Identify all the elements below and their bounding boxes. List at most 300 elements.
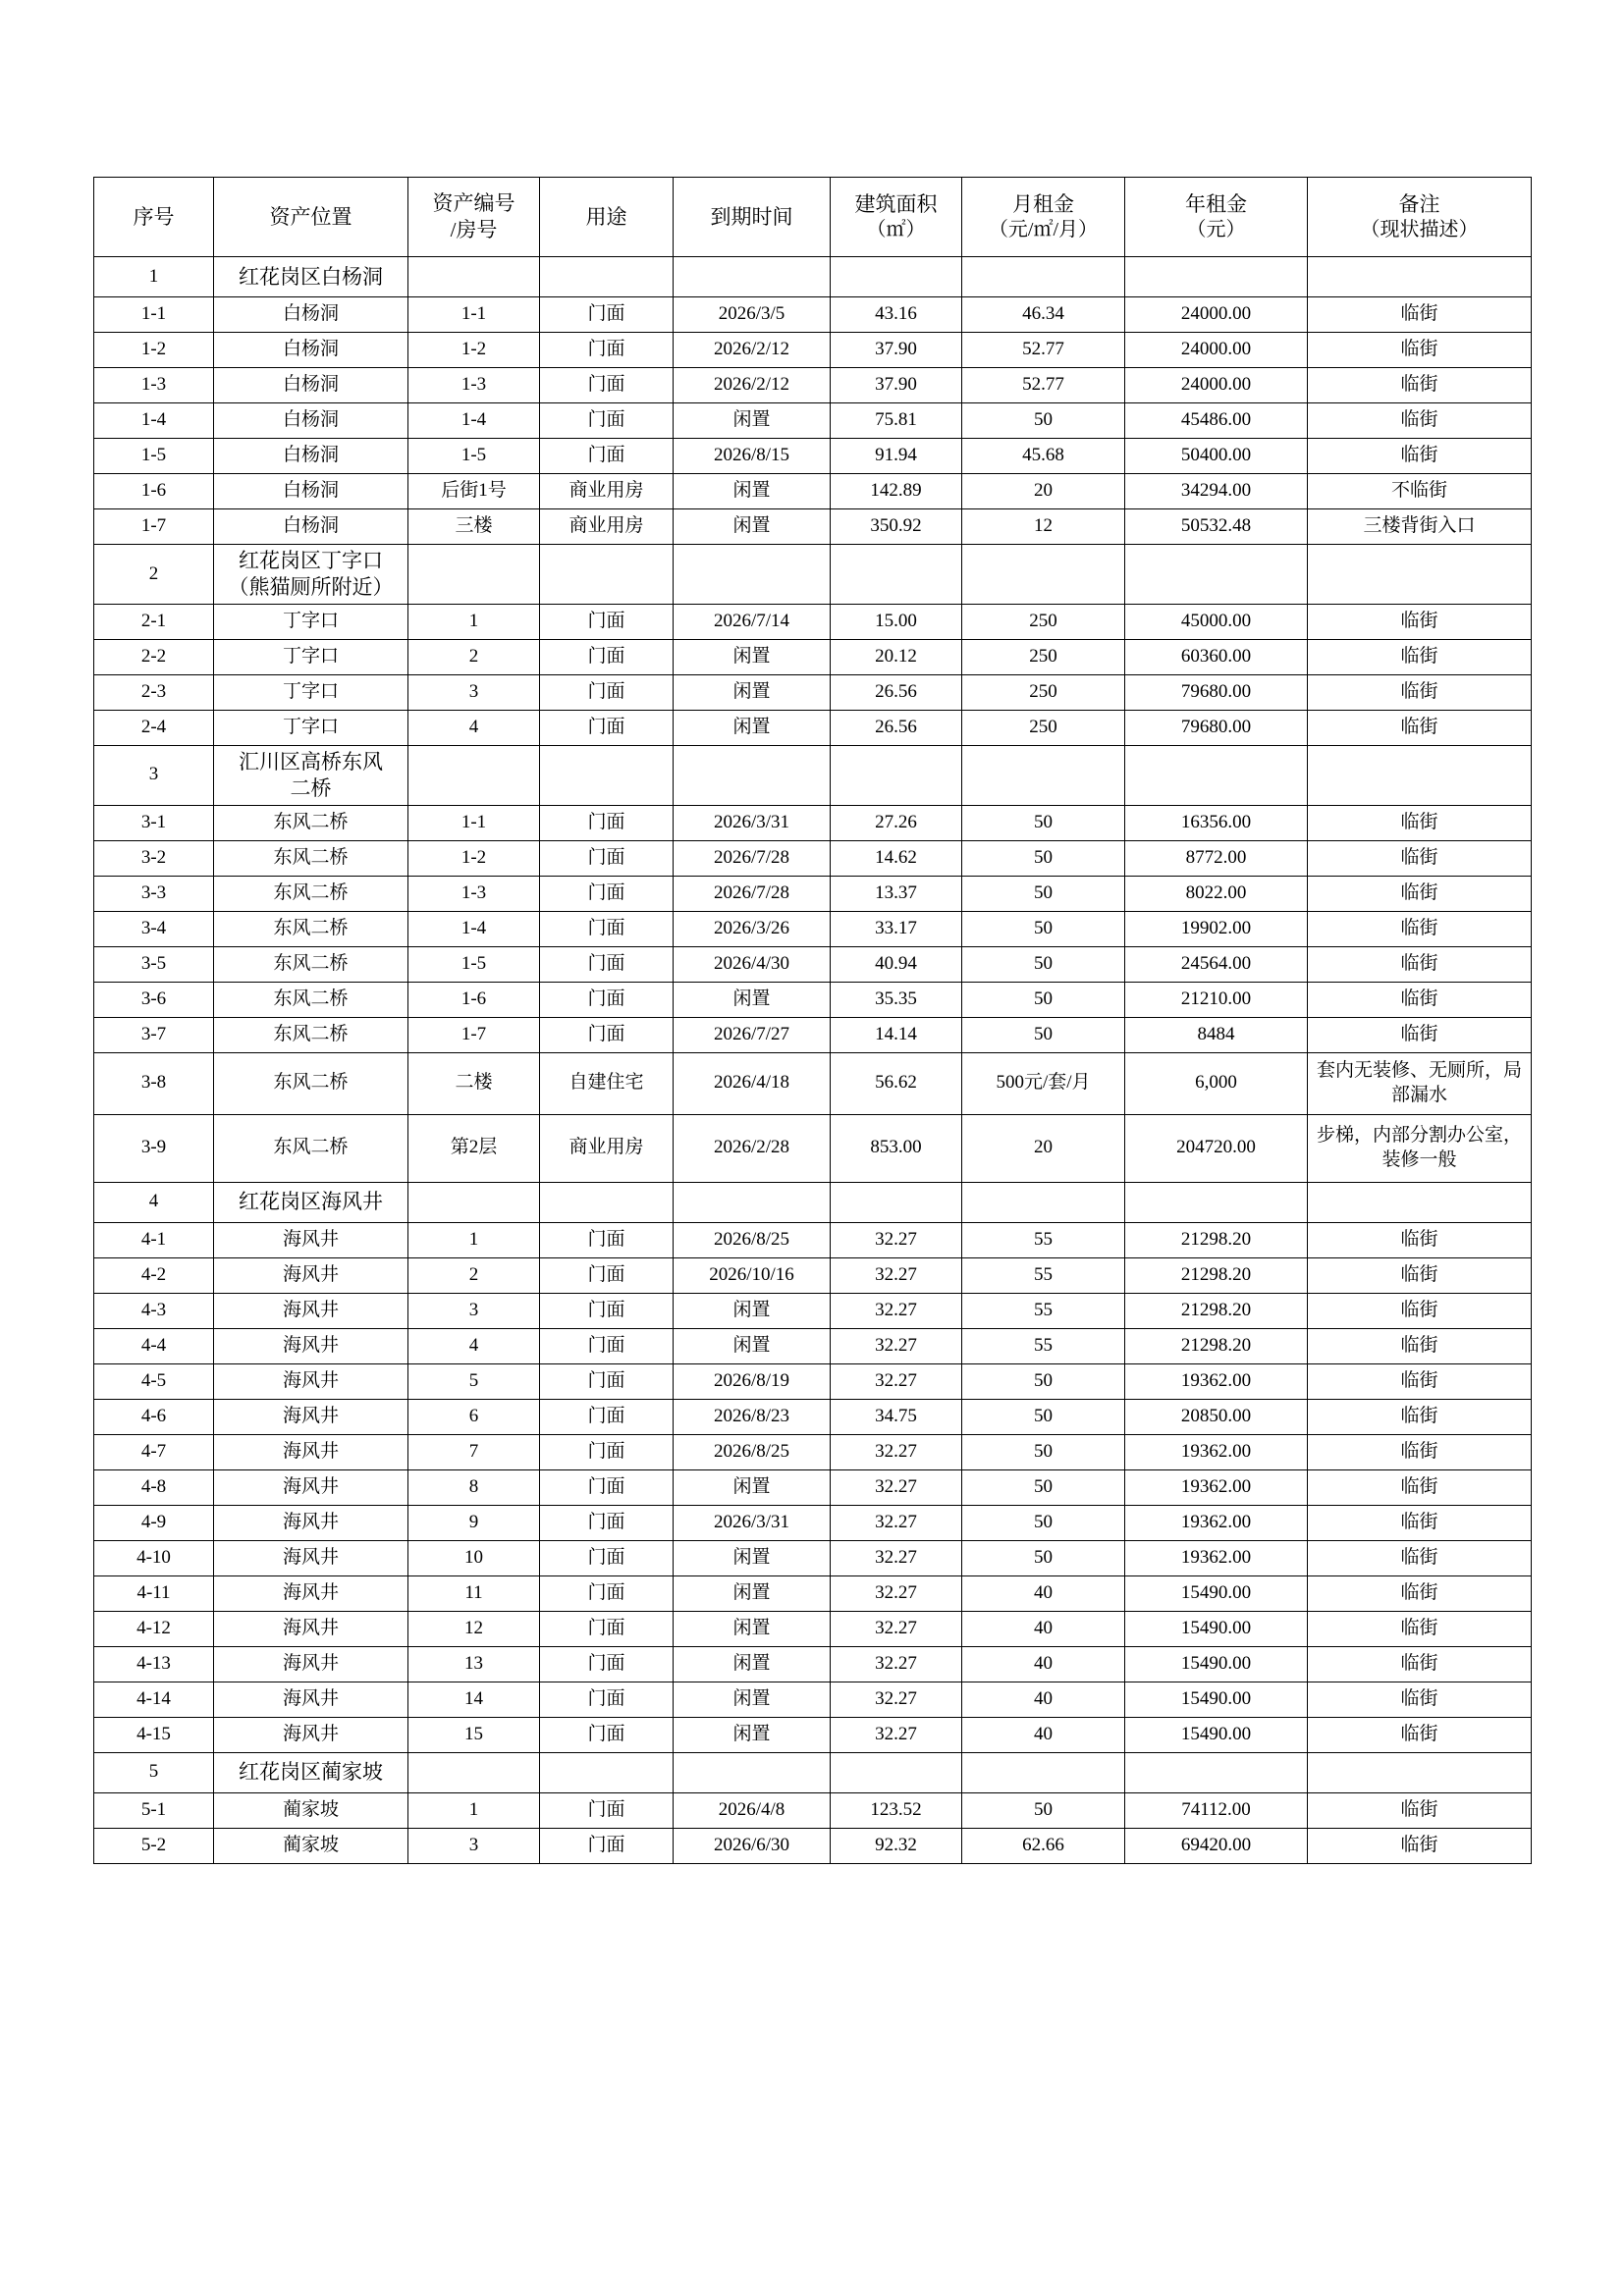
- row-monthly-rent: 40: [962, 1575, 1125, 1611]
- row-due-date: 闲置: [674, 1575, 831, 1611]
- group-header-row: [94, 1182, 1532, 1222]
- row-area: 37.90: [831, 368, 962, 403]
- header-line-1: 备注: [1398, 191, 1440, 216]
- row-yearly-rent: 69420.00: [1125, 1828, 1308, 1863]
- row-remark: 临街: [1308, 674, 1532, 710]
- row-index: 4-9: [94, 1505, 214, 1540]
- row-remark: 临街: [1308, 1575, 1532, 1611]
- row-due-date: 闲置: [674, 1469, 831, 1505]
- row-code: 1-7: [408, 1017, 540, 1052]
- header-cell-remark: [1308, 178, 1532, 257]
- table-row: [94, 805, 1532, 840]
- header-line-2: （元）: [1186, 218, 1246, 240]
- row-yearly-rent: 15490.00: [1125, 1682, 1308, 1717]
- row-yearly-rent: 74112.00: [1125, 1792, 1308, 1828]
- row-monthly-rent: 50: [962, 1017, 1125, 1052]
- table-row: [94, 403, 1532, 439]
- row-area: 32.27: [831, 1328, 962, 1363]
- row-location: 东风二桥: [214, 805, 408, 840]
- row-area: 26.56: [831, 674, 962, 710]
- row-monthly-rent: 50: [962, 840, 1125, 876]
- header-cell-due-date: [674, 178, 831, 257]
- row-monthly-rent: 50: [962, 1469, 1125, 1505]
- row-location: 海风井: [214, 1646, 408, 1682]
- row-location: 白杨洞: [214, 333, 408, 368]
- group-label-line: 红花岗区白杨洞: [239, 264, 383, 289]
- table-row: [94, 946, 1532, 982]
- row-index: 4-7: [94, 1434, 214, 1469]
- row-index: 3-4: [94, 911, 214, 946]
- row-code: 1-5: [408, 439, 540, 474]
- group-blank-cell: [674, 257, 831, 297]
- row-yearly-rent: 15490.00: [1125, 1646, 1308, 1682]
- row-yearly-rent: 45000.00: [1125, 604, 1308, 639]
- row-due-date: 2026/7/14: [674, 604, 831, 639]
- row-area: 34.75: [831, 1399, 962, 1434]
- group-blank-cell: [1308, 545, 1532, 605]
- row-monthly-rent: 50: [962, 911, 1125, 946]
- row-monthly-rent: 50: [962, 1540, 1125, 1575]
- group-label: [214, 545, 408, 605]
- row-use: 门面: [540, 1222, 674, 1257]
- row-yearly-rent: 21298.20: [1125, 1293, 1308, 1328]
- table-row: [94, 1434, 1532, 1469]
- table-row: [94, 1646, 1532, 1682]
- row-location: 东风二桥: [214, 1052, 408, 1114]
- row-area: 26.56: [831, 710, 962, 745]
- group-header-row: [94, 545, 1532, 605]
- row-code: 5: [408, 1363, 540, 1399]
- row-index: 4-15: [94, 1717, 214, 1752]
- row-yearly-rent: 79680.00: [1125, 710, 1308, 745]
- row-index: 2-2: [94, 639, 214, 674]
- row-index: 4-12: [94, 1611, 214, 1646]
- group-blank-cell: [1308, 745, 1532, 805]
- row-yearly-rent: 50400.00: [1125, 439, 1308, 474]
- row-due-date: 2026/8/19: [674, 1363, 831, 1399]
- header-line-1: 月租金: [1012, 191, 1074, 216]
- header-cell-location: [214, 178, 408, 257]
- row-use: 门面: [540, 1611, 674, 1646]
- row-location: 海风井: [214, 1505, 408, 1540]
- row-remark: 临街: [1308, 1717, 1532, 1752]
- header-line-1: 资产编号: [432, 191, 515, 216]
- header-line-2: （㎡）: [866, 218, 926, 240]
- group-blank-cell: [831, 257, 962, 297]
- row-remark: 不临街: [1308, 474, 1532, 509]
- table-row: [94, 604, 1532, 639]
- row-code: 8: [408, 1469, 540, 1505]
- row-code: 后街1号: [408, 474, 540, 509]
- table-row: [94, 1575, 1532, 1611]
- row-yearly-rent: 50532.48: [1125, 509, 1308, 545]
- row-code: 1-6: [408, 982, 540, 1017]
- header-line-1: 年租金: [1185, 191, 1247, 216]
- row-area: 32.27: [831, 1611, 962, 1646]
- row-use: 门面: [540, 1682, 674, 1717]
- row-index: 3-6: [94, 982, 214, 1017]
- group-blank-cell: [1125, 545, 1308, 605]
- group-blank-cell: [831, 745, 962, 805]
- group-blank-cell: [1125, 1752, 1308, 1792]
- group-label: [214, 1752, 408, 1792]
- row-area: 35.35: [831, 982, 962, 1017]
- row-remark: 临街: [1308, 1828, 1532, 1863]
- row-code: 9: [408, 1505, 540, 1540]
- group-blank-cell: [540, 257, 674, 297]
- table-row: [94, 368, 1532, 403]
- row-remark: 临街: [1308, 1293, 1532, 1328]
- row-index: 4-6: [94, 1399, 214, 1434]
- row-remark: 临街: [1308, 1469, 1532, 1505]
- row-code: 13: [408, 1646, 540, 1682]
- row-monthly-rent: 52.77: [962, 333, 1125, 368]
- row-yearly-rent: 15490.00: [1125, 1717, 1308, 1752]
- row-location: 白杨洞: [214, 509, 408, 545]
- table-row: [94, 1328, 1532, 1363]
- row-use: 门面: [540, 946, 674, 982]
- row-due-date: 闲置: [674, 403, 831, 439]
- row-due-date: 2026/2/12: [674, 368, 831, 403]
- row-use: 门面: [540, 439, 674, 474]
- row-index: 1-6: [94, 474, 214, 509]
- row-area: 14.62: [831, 840, 962, 876]
- group-blank-cell: [962, 745, 1125, 805]
- row-use: 门面: [540, 911, 674, 946]
- group-number: 5: [94, 1752, 214, 1792]
- header-cell-area: [831, 178, 962, 257]
- group-blank-cell: [1125, 1182, 1308, 1222]
- row-yearly-rent: 21298.20: [1125, 1257, 1308, 1293]
- row-code: 2: [408, 1257, 540, 1293]
- row-index: 2-3: [94, 674, 214, 710]
- table-row: [94, 710, 1532, 745]
- row-use: 门面: [540, 1828, 674, 1863]
- row-index: 3-1: [94, 805, 214, 840]
- row-yearly-rent: 60360.00: [1125, 639, 1308, 674]
- row-due-date: 闲置: [674, 1540, 831, 1575]
- row-index: 4-2: [94, 1257, 214, 1293]
- row-due-date: 闲置: [674, 474, 831, 509]
- row-code: 1: [408, 1222, 540, 1257]
- row-code: 1: [408, 1792, 540, 1828]
- row-monthly-rent: 250: [962, 710, 1125, 745]
- table-row: [94, 297, 1532, 333]
- row-remark: 临街: [1308, 1505, 1532, 1540]
- group-blank-cell: [1308, 1182, 1532, 1222]
- table-row: [94, 1682, 1532, 1717]
- row-yearly-rent: 24000.00: [1125, 297, 1308, 333]
- row-monthly-rent: 50: [962, 1363, 1125, 1399]
- group-blank-cell: [408, 545, 540, 605]
- row-yearly-rent: 24564.00: [1125, 946, 1308, 982]
- row-index: 3-3: [94, 876, 214, 911]
- row-location: 蔺家坡: [214, 1792, 408, 1828]
- table-row: [94, 1611, 1532, 1646]
- row-use: 门面: [540, 297, 674, 333]
- row-due-date: 2026/3/31: [674, 1505, 831, 1540]
- row-index: 1-5: [94, 439, 214, 474]
- row-yearly-rent: 20850.00: [1125, 1399, 1308, 1434]
- group-blank-cell: [1308, 257, 1532, 297]
- header-row: [94, 178, 1532, 257]
- row-location: 海风井: [214, 1575, 408, 1611]
- group-label-line: 二桥: [290, 775, 332, 800]
- table-row: [94, 639, 1532, 674]
- row-yearly-rent: 24000.00: [1125, 333, 1308, 368]
- table-row: [94, 1792, 1532, 1828]
- row-location: 海风井: [214, 1434, 408, 1469]
- table-row: [94, 1399, 1532, 1434]
- row-remark: 临街: [1308, 710, 1532, 745]
- header-line-1: 到期时间: [710, 204, 793, 229]
- row-monthly-rent: 55: [962, 1257, 1125, 1293]
- row-location: 丁字口: [214, 674, 408, 710]
- row-location: 海风井: [214, 1363, 408, 1399]
- row-remark: 临街: [1308, 946, 1532, 982]
- row-remark: 临街: [1308, 805, 1532, 840]
- row-monthly-rent: 50: [962, 1505, 1125, 1540]
- group-blank-cell: [831, 1182, 962, 1222]
- table-row: [94, 1293, 1532, 1328]
- row-use: 自建住宅: [540, 1052, 674, 1114]
- group-blank-cell: [540, 545, 674, 605]
- row-due-date: 闲置: [674, 1646, 831, 1682]
- row-monthly-rent: 40: [962, 1717, 1125, 1752]
- row-due-date: 闲置: [674, 982, 831, 1017]
- header-line-2: （元/㎡/月）: [988, 218, 1099, 240]
- row-due-date: 闲置: [674, 1293, 831, 1328]
- row-use: 门面: [540, 1540, 674, 1575]
- row-yearly-rent: 19362.00: [1125, 1469, 1308, 1505]
- row-area: 350.92: [831, 509, 962, 545]
- row-remark: 临街: [1308, 639, 1532, 674]
- row-due-date: 2026/8/25: [674, 1434, 831, 1469]
- row-remark: 临街: [1308, 1328, 1532, 1363]
- group-number: 2: [94, 545, 214, 605]
- row-index: 4-14: [94, 1682, 214, 1717]
- row-area: 40.94: [831, 946, 962, 982]
- row-use: 门面: [540, 840, 674, 876]
- row-remark: 临街: [1308, 1540, 1532, 1575]
- row-yearly-rent: 21298.20: [1125, 1328, 1308, 1363]
- row-yearly-rent: 15490.00: [1125, 1611, 1308, 1646]
- row-area: 32.27: [831, 1505, 962, 1540]
- row-area: 14.14: [831, 1017, 962, 1052]
- group-blank-cell: [408, 1752, 540, 1792]
- row-location: 东风二桥: [214, 1017, 408, 1052]
- group-label: [214, 257, 408, 297]
- row-area: 32.27: [831, 1434, 962, 1469]
- row-code: 1-2: [408, 333, 540, 368]
- group-blank-cell: [408, 257, 540, 297]
- asset-listing-table: [93, 177, 1532, 1864]
- row-monthly-rent: 50: [962, 876, 1125, 911]
- group-header-row: [94, 745, 1532, 805]
- row-use: 门面: [540, 604, 674, 639]
- row-yearly-rent: 19362.00: [1125, 1434, 1308, 1469]
- row-code: 15: [408, 1717, 540, 1752]
- row-code: 12: [408, 1611, 540, 1646]
- row-area: 32.27: [831, 1646, 962, 1682]
- group-blank-cell: [408, 1182, 540, 1222]
- row-location: 东风二桥: [214, 840, 408, 876]
- group-label-line: 红花岗区丁字口: [239, 549, 383, 572]
- row-code: 1-4: [408, 911, 540, 946]
- row-index: 3-2: [94, 840, 214, 876]
- row-use: 门面: [540, 639, 674, 674]
- row-yearly-rent: 24000.00: [1125, 368, 1308, 403]
- row-remark: 临街: [1308, 982, 1532, 1017]
- row-due-date: 2026/4/30: [674, 946, 831, 982]
- group-blank-cell: [962, 257, 1125, 297]
- table-row: [94, 1540, 1532, 1575]
- header-cell-index: [94, 178, 214, 257]
- row-location: 海风井: [214, 1328, 408, 1363]
- row-remark: 三楼背街入口: [1308, 509, 1532, 545]
- table-row: [94, 1017, 1532, 1052]
- row-monthly-rent: 50: [962, 1434, 1125, 1469]
- row-use: 门面: [540, 982, 674, 1017]
- row-use: 门面: [540, 368, 674, 403]
- row-code: 1: [408, 604, 540, 639]
- group-blank-cell: [540, 1182, 674, 1222]
- row-code: 11: [408, 1575, 540, 1611]
- table-row: [94, 1717, 1532, 1752]
- row-code: 二楼: [408, 1052, 540, 1114]
- row-location: 白杨洞: [214, 368, 408, 403]
- group-blank-cell: [408, 745, 540, 805]
- row-location: 海风井: [214, 1682, 408, 1717]
- row-yearly-rent: 8772.00: [1125, 840, 1308, 876]
- table-row: [94, 474, 1532, 509]
- row-due-date: 闲置: [674, 639, 831, 674]
- table-row: [94, 509, 1532, 545]
- row-location: 白杨洞: [214, 474, 408, 509]
- row-code: 1-1: [408, 297, 540, 333]
- row-monthly-rent: 62.66: [962, 1828, 1125, 1863]
- row-due-date: 闲置: [674, 1611, 831, 1646]
- row-use: 商业用房: [540, 509, 674, 545]
- table-row: [94, 840, 1532, 876]
- row-code: 1-2: [408, 840, 540, 876]
- row-remark: 临街: [1308, 1682, 1532, 1717]
- row-remark: 临街: [1308, 297, 1532, 333]
- row-code: 4: [408, 710, 540, 745]
- row-due-date: 2026/3/5: [674, 297, 831, 333]
- table-body: [94, 257, 1532, 1864]
- row-index: 5-1: [94, 1792, 214, 1828]
- group-blank-cell: [1125, 257, 1308, 297]
- row-remark: 套内无装修、无厕所，局部漏水: [1308, 1052, 1532, 1114]
- row-monthly-rent: 40: [962, 1682, 1125, 1717]
- row-due-date: 2026/8/25: [674, 1222, 831, 1257]
- row-index: 5-2: [94, 1828, 214, 1863]
- table-row: [94, 911, 1532, 946]
- row-due-date: 闲置: [674, 1682, 831, 1717]
- row-location: 东风二桥: [214, 946, 408, 982]
- row-remark: 临街: [1308, 1434, 1532, 1469]
- row-remark: 临街: [1308, 1399, 1532, 1434]
- header-line-1: 建筑面积: [854, 191, 938, 216]
- row-index: 3-5: [94, 946, 214, 982]
- row-yearly-rent: 34294.00: [1125, 474, 1308, 509]
- row-use: 门面: [540, 1469, 674, 1505]
- table-row: [94, 333, 1532, 368]
- row-monthly-rent: 20: [962, 474, 1125, 509]
- row-remark: 临街: [1308, 840, 1532, 876]
- row-due-date: 闲置: [674, 674, 831, 710]
- table-row: [94, 1828, 1532, 1863]
- row-due-date: 2026/4/18: [674, 1052, 831, 1114]
- row-use: 门面: [540, 1434, 674, 1469]
- row-use: 门面: [540, 674, 674, 710]
- header-cell-yearly-rent: [1125, 178, 1308, 257]
- row-yearly-rent: 16356.00: [1125, 805, 1308, 840]
- row-due-date: 2026/2/28: [674, 1114, 831, 1182]
- row-index: 1-7: [94, 509, 214, 545]
- group-label-line: 红花岗区蔺家坡: [239, 1760, 383, 1785]
- row-area: 32.27: [831, 1469, 962, 1505]
- row-location: 蔺家坡: [214, 1828, 408, 1863]
- row-remark: 临街: [1308, 876, 1532, 911]
- row-due-date: 闲置: [674, 1717, 831, 1752]
- group-number: 3: [94, 745, 214, 805]
- row-use: 商业用房: [540, 1114, 674, 1182]
- group-number: 4: [94, 1182, 214, 1222]
- row-code: 第2层: [408, 1114, 540, 1182]
- row-index: 3-7: [94, 1017, 214, 1052]
- row-monthly-rent: 52.77: [962, 368, 1125, 403]
- header-line-2: （现状描述）: [1360, 218, 1479, 240]
- row-due-date: 2026/4/8: [674, 1792, 831, 1828]
- row-use: 门面: [540, 805, 674, 840]
- row-yearly-rent: 79680.00: [1125, 674, 1308, 710]
- table-row: [94, 876, 1532, 911]
- row-code: 3: [408, 674, 540, 710]
- row-due-date: 闲置: [674, 509, 831, 545]
- row-monthly-rent: 55: [962, 1293, 1125, 1328]
- row-location: 海风井: [214, 1717, 408, 1752]
- table-row: [94, 1114, 1532, 1182]
- row-remark: 临街: [1308, 1222, 1532, 1257]
- table-row: [94, 1363, 1532, 1399]
- row-location: 东风二桥: [214, 1114, 408, 1182]
- row-yearly-rent: 19902.00: [1125, 911, 1308, 946]
- row-area: 32.27: [831, 1575, 962, 1611]
- row-use: 门面: [540, 1293, 674, 1328]
- row-location: 白杨洞: [214, 439, 408, 474]
- row-code: 3: [408, 1828, 540, 1863]
- row-area: 43.16: [831, 297, 962, 333]
- row-monthly-rent: 500元/套/月: [962, 1052, 1125, 1114]
- table-header: [94, 178, 1532, 257]
- row-index: 4-11: [94, 1575, 214, 1611]
- row-due-date: 闲置: [674, 710, 831, 745]
- row-monthly-rent: 40: [962, 1646, 1125, 1682]
- row-monthly-rent: 55: [962, 1222, 1125, 1257]
- row-index: 3-8: [94, 1052, 214, 1114]
- row-code: 1-5: [408, 946, 540, 982]
- row-area: 142.89: [831, 474, 962, 509]
- row-monthly-rent: 40: [962, 1611, 1125, 1646]
- table-row: [94, 1222, 1532, 1257]
- row-use: 门面: [540, 876, 674, 911]
- row-area: 32.27: [831, 1717, 962, 1752]
- row-area: 32.27: [831, 1363, 962, 1399]
- table-row: [94, 674, 1532, 710]
- row-area: 32.27: [831, 1293, 962, 1328]
